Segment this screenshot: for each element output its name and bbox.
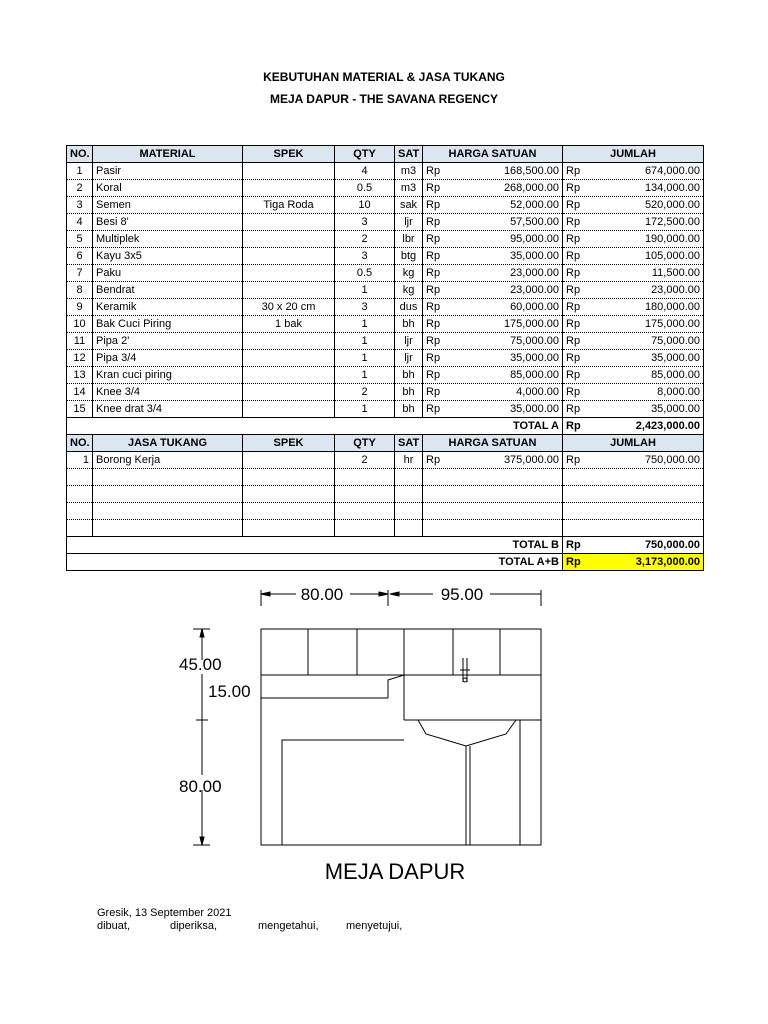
- price-value: 4,000.00: [516, 386, 559, 398]
- currency: Rp: [426, 318, 441, 330]
- unit-price: [423, 299, 563, 316]
- empty-cell: [423, 486, 563, 503]
- row-number: 3: [67, 197, 93, 214]
- total-value: 35,000.00: [651, 403, 700, 415]
- price-value: 85,000.00: [510, 369, 559, 381]
- empty-cell: [563, 520, 704, 537]
- line-total: [563, 367, 704, 384]
- row-number: 2: [67, 180, 93, 197]
- total-value: 134,000.00: [644, 182, 700, 194]
- item-unit: ljr: [395, 350, 423, 367]
- item-qty: 1: [335, 367, 395, 384]
- item-unit: sak: [395, 197, 423, 214]
- document-title: KEBUTUHAN MATERIAL & JASA TUKANG: [263, 70, 505, 84]
- table-row: [67, 333, 704, 350]
- empty-cell: [93, 486, 243, 503]
- price-value: 268,000.00: [503, 182, 559, 194]
- total-b-row: [67, 537, 704, 554]
- header-cell: HARGA SATUAN: [423, 435, 563, 452]
- row-number: 15: [67, 401, 93, 418]
- empty-cell: [423, 469, 563, 486]
- header-cell: SAT: [395, 435, 423, 452]
- total-label: TOTAL A+B: [67, 554, 563, 571]
- empty-cell: [243, 469, 335, 486]
- row-number: 13: [67, 367, 93, 384]
- line-total: [563, 452, 704, 469]
- total-amount: 2,423,000.00: [635, 420, 700, 432]
- item-name: Borong Kerja: [93, 452, 243, 469]
- line-total: [563, 180, 704, 197]
- total-amount: 3,173,000.00: [635, 556, 700, 568]
- table-row: [67, 384, 704, 401]
- table-row: [67, 316, 704, 333]
- item-spec: [243, 180, 335, 197]
- item-spec: [243, 367, 335, 384]
- empty-cell: [67, 520, 93, 537]
- item-qty: 1: [335, 316, 395, 333]
- item-unit: m3: [395, 163, 423, 180]
- item-name: Knee drat 3/4: [93, 401, 243, 418]
- drawing-caption: MEJA DAPUR: [324, 859, 466, 884]
- total-value: 175,000.00: [644, 318, 700, 330]
- item-spec: 30 x 20 cm: [243, 299, 335, 316]
- dim-left-mid: 15.00: [208, 682, 251, 701]
- currency: Rp: [426, 386, 441, 398]
- signature-dibuat: dibuat,: [97, 920, 131, 932]
- item-spec: [243, 163, 335, 180]
- header-cell: SPEK: [243, 146, 335, 163]
- currency: Rp: [566, 403, 581, 415]
- item-qty: 0.5: [335, 265, 395, 282]
- item-unit: ljr: [395, 333, 423, 350]
- empty-cell: [395, 503, 423, 520]
- currency: Rp: [426, 352, 441, 364]
- table-outline: [261, 629, 541, 845]
- item-unit: m3: [395, 180, 423, 197]
- line-total: [563, 248, 704, 265]
- unit-price: [423, 452, 563, 469]
- line-total: [563, 282, 704, 299]
- item-unit: bh: [395, 401, 423, 418]
- item-qty: 2: [335, 384, 395, 401]
- footer-date: Gresik, 13 September 2021: [97, 907, 232, 919]
- unit-price: [423, 265, 563, 282]
- header-cell: JUMLAH: [563, 146, 704, 163]
- item-qty: 0.5: [335, 180, 395, 197]
- item-name: Semen: [93, 197, 243, 214]
- price-value: 57,500.00: [510, 216, 559, 228]
- item-qty: 1: [335, 282, 395, 299]
- currency: Rp: [566, 335, 581, 347]
- price-value: 23,000.00: [510, 267, 559, 279]
- signature-diperiksa: diperiksa,: [170, 920, 218, 932]
- line-total: [563, 384, 704, 401]
- row-number: 14: [67, 384, 93, 401]
- empty-cell: [243, 503, 335, 520]
- empty-cell: [395, 469, 423, 486]
- header-cell: QTY: [335, 146, 395, 163]
- currency: Rp: [566, 165, 581, 177]
- header-cell: SPEK: [243, 435, 335, 452]
- row-number: 4: [67, 214, 93, 231]
- currency: Rp: [566, 386, 581, 398]
- total-value: 85,000.00: [651, 369, 700, 381]
- price-value: 35,000.00: [510, 403, 559, 415]
- dimension-lines: [193, 590, 541, 845]
- currency: Rp: [566, 318, 581, 330]
- table-row: [67, 350, 704, 367]
- total-value: 674,000.00: [644, 165, 700, 177]
- currency: Rp: [566, 454, 581, 466]
- row-number: 12: [67, 350, 93, 367]
- signature-mengetahui: mengetahui,: [258, 920, 319, 932]
- price-value: 75,000.00: [510, 335, 559, 347]
- item-spec: [243, 333, 335, 350]
- currency: Rp: [566, 369, 581, 381]
- table-row: [67, 282, 704, 299]
- item-qty: 2: [335, 231, 395, 248]
- item-unit: bh: [395, 316, 423, 333]
- total-value: 11,500.00: [651, 267, 700, 279]
- row-number: 1: [67, 452, 93, 469]
- item-unit: lbr: [395, 231, 423, 248]
- unit-price: [423, 350, 563, 367]
- item-unit: bh: [395, 367, 423, 384]
- unit-price: [423, 401, 563, 418]
- currency: Rp: [426, 335, 441, 347]
- empty-cell: [395, 486, 423, 503]
- item-qty: 4: [335, 163, 395, 180]
- dim-top-right: 95.00: [440, 585, 484, 604]
- total-value: 180,000.00: [644, 301, 700, 313]
- table-row: [67, 265, 704, 282]
- total-value: [563, 537, 704, 554]
- item-spec: [243, 248, 335, 265]
- total-a-row: [67, 418, 704, 435]
- row-number: 9: [67, 299, 93, 316]
- row-number: 7: [67, 265, 93, 282]
- currency: Rp: [566, 199, 581, 211]
- unit-price: [423, 384, 563, 401]
- dim-left-bottom: 80.00: [179, 777, 222, 796]
- currency: Rp: [566, 352, 581, 364]
- item-spec: [243, 401, 335, 418]
- row-number: 6: [67, 248, 93, 265]
- line-total: [563, 163, 704, 180]
- header-cell: MATERIAL: [93, 146, 243, 163]
- row-number: 8: [67, 282, 93, 299]
- empty-cell: [335, 486, 395, 503]
- empty-cell: [423, 503, 563, 520]
- dim-left-top: 45.00: [179, 655, 222, 674]
- unit-price: [423, 316, 563, 333]
- empty-cell: [395, 520, 423, 537]
- currency: Rp: [566, 284, 581, 296]
- item-spec: [243, 282, 335, 299]
- currency: Rp: [566, 250, 581, 262]
- row-number: 1: [67, 163, 93, 180]
- empty-cell: [67, 469, 93, 486]
- item-qty: 1: [335, 401, 395, 418]
- total-value: 520,000.00: [644, 199, 700, 211]
- header-cell: JUMLAH: [563, 435, 704, 452]
- item-qty: 1: [335, 350, 395, 367]
- item-name: Pipa 2': [93, 333, 243, 350]
- total-value: 105,000.00: [644, 250, 700, 262]
- unit-price: [423, 282, 563, 299]
- empty-cell: [563, 503, 704, 520]
- price-value: 35,000.00: [510, 352, 559, 364]
- item-name: Multiplek: [93, 231, 243, 248]
- item-spec: [243, 265, 335, 282]
- line-total: [563, 231, 704, 248]
- row-number: 5: [67, 231, 93, 248]
- currency: Rp: [426, 165, 441, 177]
- empty-cell: [93, 469, 243, 486]
- line-total: [563, 401, 704, 418]
- item-name: Pasir: [93, 163, 243, 180]
- price-value: 52,000.00: [510, 199, 559, 211]
- currency: Rp: [566, 267, 581, 279]
- table-row: [67, 231, 704, 248]
- price-value: 23,000.00: [510, 284, 559, 296]
- item-spec: [243, 452, 335, 469]
- table-row: [67, 452, 704, 469]
- currency: Rp: [566, 216, 581, 228]
- total-value: [563, 418, 704, 435]
- total-value: 190,000.00: [644, 233, 700, 245]
- item-unit: ljr: [395, 214, 423, 231]
- unit-price: [423, 231, 563, 248]
- currency: Rp: [566, 556, 581, 568]
- total-amount: 750,000.00: [644, 539, 700, 551]
- currency: Rp: [426, 403, 441, 415]
- header-cell: NO.: [67, 435, 93, 452]
- item-name: Paku: [93, 265, 243, 282]
- total-value: [563, 554, 704, 571]
- currency: Rp: [426, 301, 441, 313]
- empty-cell: [335, 503, 395, 520]
- empty-row: [67, 469, 704, 486]
- empty-row: [67, 486, 704, 503]
- unit-price: [423, 197, 563, 214]
- currency: Rp: [566, 233, 581, 245]
- row-number: 11: [67, 333, 93, 350]
- unit-price: [423, 333, 563, 350]
- material-table: [66, 145, 704, 571]
- price-value: 168,500.00: [503, 165, 559, 177]
- table-row: [67, 180, 704, 197]
- line-total: [563, 350, 704, 367]
- header-cell: HARGA SATUAN: [423, 146, 563, 163]
- item-qty: 10: [335, 197, 395, 214]
- empty-cell: [335, 520, 395, 537]
- unit-price: [423, 214, 563, 231]
- empty-cell: [563, 486, 704, 503]
- item-unit: btg: [395, 248, 423, 265]
- currency: Rp: [426, 284, 441, 296]
- item-name: Bendrat: [93, 282, 243, 299]
- unit-price: [423, 248, 563, 265]
- empty-cell: [93, 520, 243, 537]
- empty-cell: [67, 486, 93, 503]
- currency: Rp: [426, 199, 441, 211]
- jasa-header-row: [67, 435, 704, 452]
- item-spec: [243, 384, 335, 401]
- currency: Rp: [426, 267, 441, 279]
- item-spec: Tiga Roda: [243, 197, 335, 214]
- total-label: TOTAL A: [67, 418, 563, 435]
- item-name: Besi 8': [93, 214, 243, 231]
- item-unit: kg: [395, 265, 423, 282]
- item-qty: 1: [335, 333, 395, 350]
- total-value: 75,000.00: [651, 335, 700, 347]
- table-row: [67, 197, 704, 214]
- table-row: [67, 214, 704, 231]
- total-value: 8,000.00: [657, 386, 700, 398]
- price-value: 60,000.00: [510, 301, 559, 313]
- total-value: 172,500.00: [644, 216, 700, 228]
- currency: Rp: [426, 182, 441, 194]
- empty-cell: [93, 503, 243, 520]
- empty-cell: [67, 503, 93, 520]
- signature-menyetujui: menyetujui,: [346, 920, 403, 932]
- item-spec: 1 bak: [243, 316, 335, 333]
- item-qty: 3: [335, 248, 395, 265]
- item-name: Knee 3/4: [93, 384, 243, 401]
- item-qty: 2: [335, 452, 395, 469]
- currency: Rp: [426, 454, 441, 466]
- empty-cell: [243, 486, 335, 503]
- header-cell: QTY: [335, 435, 395, 452]
- total-ab-row: [67, 554, 704, 571]
- item-name: Keramik: [93, 299, 243, 316]
- total-label: TOTAL B: [67, 537, 563, 554]
- line-total: [563, 214, 704, 231]
- line-total: [563, 316, 704, 333]
- item-unit: dus: [395, 299, 423, 316]
- kitchen-table-drawing: [0, 570, 768, 900]
- item-name: Koral: [93, 180, 243, 197]
- item-unit: hr: [395, 452, 423, 469]
- empty-cell: [423, 520, 563, 537]
- price-value: 35,000.00: [510, 250, 559, 262]
- total-value: 35,000.00: [651, 352, 700, 364]
- item-unit: kg: [395, 282, 423, 299]
- item-qty: 3: [335, 299, 395, 316]
- item-spec: [243, 231, 335, 248]
- empty-cell: [335, 469, 395, 486]
- unit-price: [423, 367, 563, 384]
- line-total: [563, 265, 704, 282]
- total-value: 750,000.00: [644, 454, 700, 466]
- item-qty: 3: [335, 214, 395, 231]
- currency: Rp: [426, 216, 441, 228]
- header-cell: JASA TUKANG: [93, 435, 243, 452]
- item-name: Kran cuci piring: [93, 367, 243, 384]
- table-row: [67, 163, 704, 180]
- item-spec: [243, 214, 335, 231]
- material-header-row: [67, 146, 704, 163]
- empty-cell: [243, 520, 335, 537]
- currency: Rp: [426, 369, 441, 381]
- line-total: [563, 299, 704, 316]
- empty-row: [67, 503, 704, 520]
- item-unit: bh: [395, 384, 423, 401]
- header-cell: SAT: [395, 146, 423, 163]
- dim-top-left: 80.00: [300, 585, 344, 604]
- item-name: Kayu 3x5: [93, 248, 243, 265]
- table-row: [67, 401, 704, 418]
- item-spec: [243, 350, 335, 367]
- currency: Rp: [426, 233, 441, 245]
- price-value: 175,000.00: [503, 318, 559, 330]
- empty-row: [67, 520, 704, 537]
- line-total: [563, 197, 704, 214]
- currency: Rp: [566, 301, 581, 313]
- unit-price: [423, 180, 563, 197]
- price-value: 375,000.00: [503, 454, 559, 466]
- table-row: [67, 299, 704, 316]
- empty-cell: [563, 469, 704, 486]
- total-value: 23,000.00: [651, 284, 700, 296]
- currency: Rp: [426, 250, 441, 262]
- row-number: 10: [67, 316, 93, 333]
- item-name: Bak Cuci Piring: [93, 316, 243, 333]
- document-subtitle: MEJA DAPUR - THE SAVANA REGENCY: [269, 92, 499, 106]
- item-name: Pipa 3/4: [93, 350, 243, 367]
- header-cell: NO.: [67, 146, 93, 163]
- currency: Rp: [566, 420, 581, 432]
- currency: Rp: [566, 182, 581, 194]
- line-total: [563, 333, 704, 350]
- unit-price: [423, 163, 563, 180]
- price-value: 95,000.00: [510, 233, 559, 245]
- currency: Rp: [566, 539, 581, 551]
- table-row: [67, 367, 704, 384]
- table-row: [67, 248, 704, 265]
